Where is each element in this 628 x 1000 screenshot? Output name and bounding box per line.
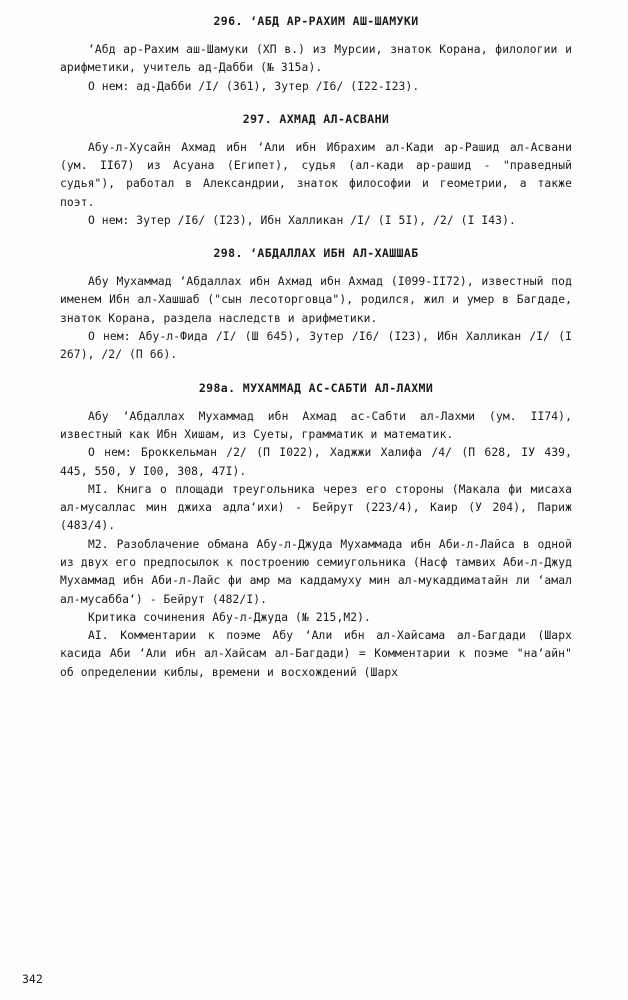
entry-note: Критика сочинения Абу-л-Джуда (№ 215,M2). [88,610,371,624]
entry-heading: 297. АХМАД АЛ-АСВАНИ [242,111,390,126]
entry-reference: О нем: ад-Дабби /I/ (361), Зутер /I6/ (I22-I23). [88,79,420,93]
entry-work-a1: AI. Комментарии к поэме Абу ʻАли ибн ал-Хайсама ал-Багдади (Шарх касида Аби ʻАли ибн ал-Хайсам ал-Багдади) = Комментарии к поэме "наʻайн" об определении киблы, времени и восхождений (Шарх [60,629,572,679]
entry-heading: 298а. МУХАММАД АС-САБТИ АЛ-ЛАХМИ [198,380,434,395]
entry-heading: 298. ʻАБДАЛЛАХ ИБН АЛ-ХАШШАБ [213,246,419,261]
entry-296 [60,14,572,96]
entry-paragraph: Абу-л-Хусайн Ахмад ибн ʻАли ибн Ибрахим ал-Кади ар-Рашид ал-Асвани (ум. II67) из Асуана (Египет), судья (ал-кади ар-рашид - "праведный судья"), работал в Александрии, знаток философии и геометрии, а также поэт. [60,140,572,209]
entry-work-m2: M2. Разоблачение обмана Абу-л-Джуда Мухаммада ибн Аби-л-Лайса в одной из двух его предпосылок к построению семиугольника (Насф тамвих Аби-л-Джуд Мухаммад ибн Аби-л-Лайс фи амр ма каддамуху мин ал-мукаддиматайн ли ʻамал ал-мусаббаʻ) - Бейрут (482/I). [60,537,572,606]
entry-paragraph: Абу ʻАбдаллах Мухаммад ибн Ахмад ас-Сабти ал-Лахми (ум. II74), известный как Ибн Хишам, из Суеты, грамматик и математик. [60,409,572,441]
entry-298 [60,246,572,364]
entry-298a [60,381,572,682]
entry-reference: О нем: Зутер /I6/ (I23), Ибн Халликан /I/ (I 5I), /2/ (I I43). [88,213,516,227]
entry-work-m1: MI. Книга о площади треугольника через его стороны (Макала фи мисаха ал-мусаллас мин джиха адлаʻихи) - Бейрут (223/4), Каир (У 204), Париж (483/4). [60,482,572,533]
entry-reference: О нем: Броккельман /2/ (П I022), Хаджжи Халифа /4/ (П 628, IУ 439, 445, 550, У I00, 308, 47I). [60,446,572,478]
entry-paragraph: ʻАбд ар-Рахим аш-Шамуки (ХП в.) из Мурсии, знаток Корана, филологии и арифметики, учитель ад-Дабби (№ 315а). [60,42,572,75]
page-number: 342 [22,972,43,986]
entry-reference: О нем: Абу-л-Фида /I/ (Ш 645), Зутер /I6/ (I23), Ибн Халликан /I/ (I 267), /2/ (П 66). [60,330,572,362]
page-content [60,14,572,684]
entry-heading: 296. ʻАБД АР-РАХИМ АШ-ШАМУКИ [213,14,419,28]
entry-297 [60,112,572,230]
entry-paragraph: Абу Мухаммад ʻАбдаллах ибн Ахмад ибн Ахмад (I099-II72), известный под именем Ибн ал-Хашшаб ("сын лесоторговца"), родился, жил и умер в Багдаде, знаток Корана, раздела наследств и арифметики. [60,275,572,325]
